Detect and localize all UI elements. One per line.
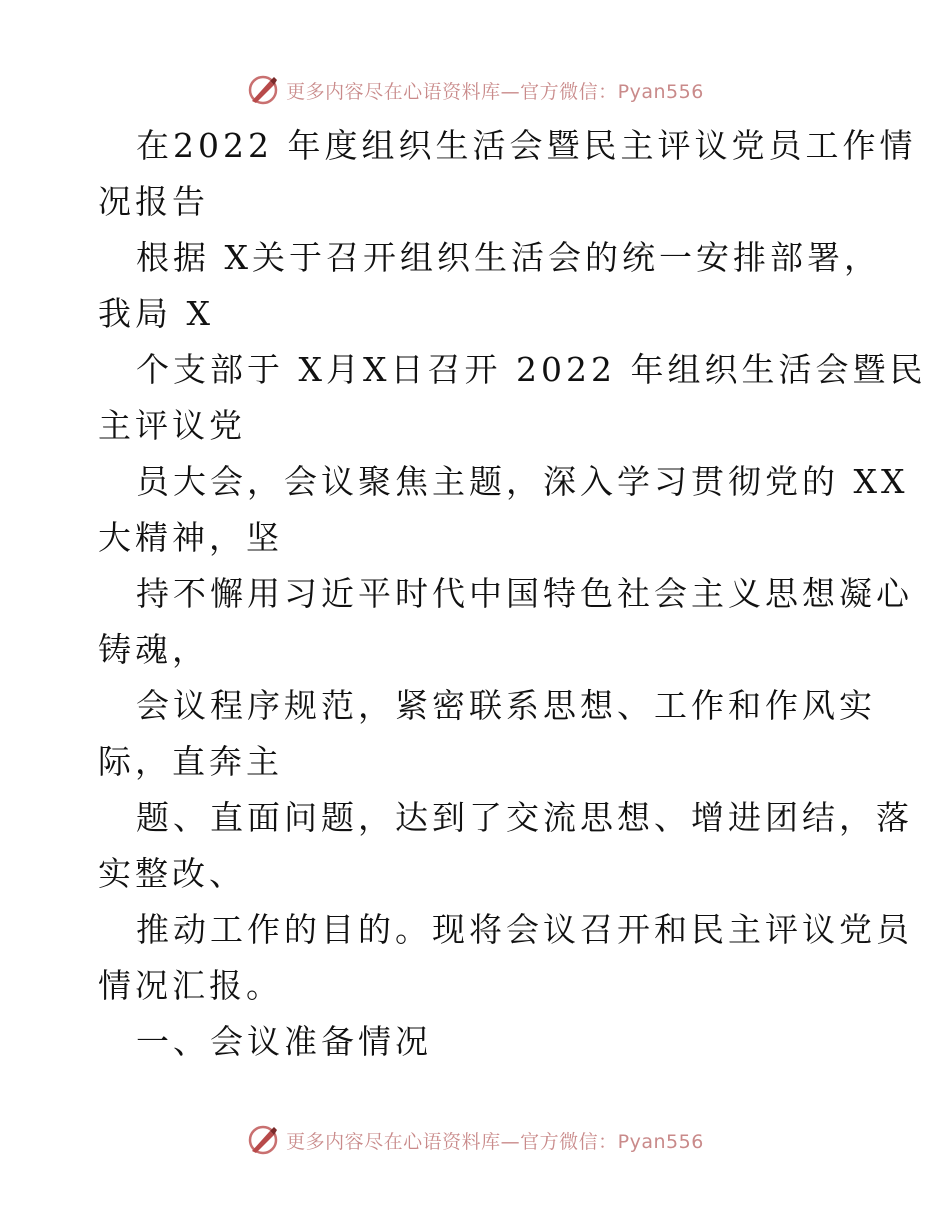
text-line: 况报告 [98, 182, 209, 221]
document-body [98, 118, 927, 1070]
text-line: 大精神，坚 [98, 518, 283, 557]
pen-logo-icon [246, 73, 280, 107]
text-line: 在2022 年度组织生活会暨民主评议党员工作情 [136, 126, 917, 165]
text-line: 主评议党 [98, 406, 246, 445]
text-line: 一、会议准备情况 [136, 1022, 432, 1061]
text-line: 际，直奔主 [98, 742, 283, 781]
text-line: 会议程序规范，紧密联系思想、工作和作风实 [136, 686, 876, 725]
header-watermark [0, 70, 950, 110]
text-line: 个支部于 X月X日召开 2022 年组织生活会暨民 [136, 350, 927, 389]
text-line: 铸魂， [98, 630, 209, 669]
text-line: 题、直面问题，达到了交流思想、增进团结，落 [136, 798, 913, 837]
text-line: 我局 X [98, 294, 214, 333]
text-line: 实整改、 [98, 854, 246, 893]
text-line: 持不懈用习近平时代中国特色社会主义思想凝心 [136, 574, 913, 613]
text-line: 情况汇报。 [98, 966, 283, 1005]
pen-logo-icon [246, 1123, 280, 1157]
text-line: 员大会，会议聚焦主题，深入学习贯彻党的 XX [136, 462, 909, 501]
footer-watermark [0, 1120, 950, 1160]
watermark-text: 更多内容尽在心语资料库—官方微信：Pyan556 [286, 1130, 704, 1153]
text-line: 根据 X关于召开组织生活会的统一安排部署， [136, 238, 881, 277]
watermark-text: 更多内容尽在心语资料库—官方微信：Pyan556 [286, 80, 704, 103]
text-line: 推动工作的目的。现将会议召开和民主评议党员 [136, 910, 913, 949]
